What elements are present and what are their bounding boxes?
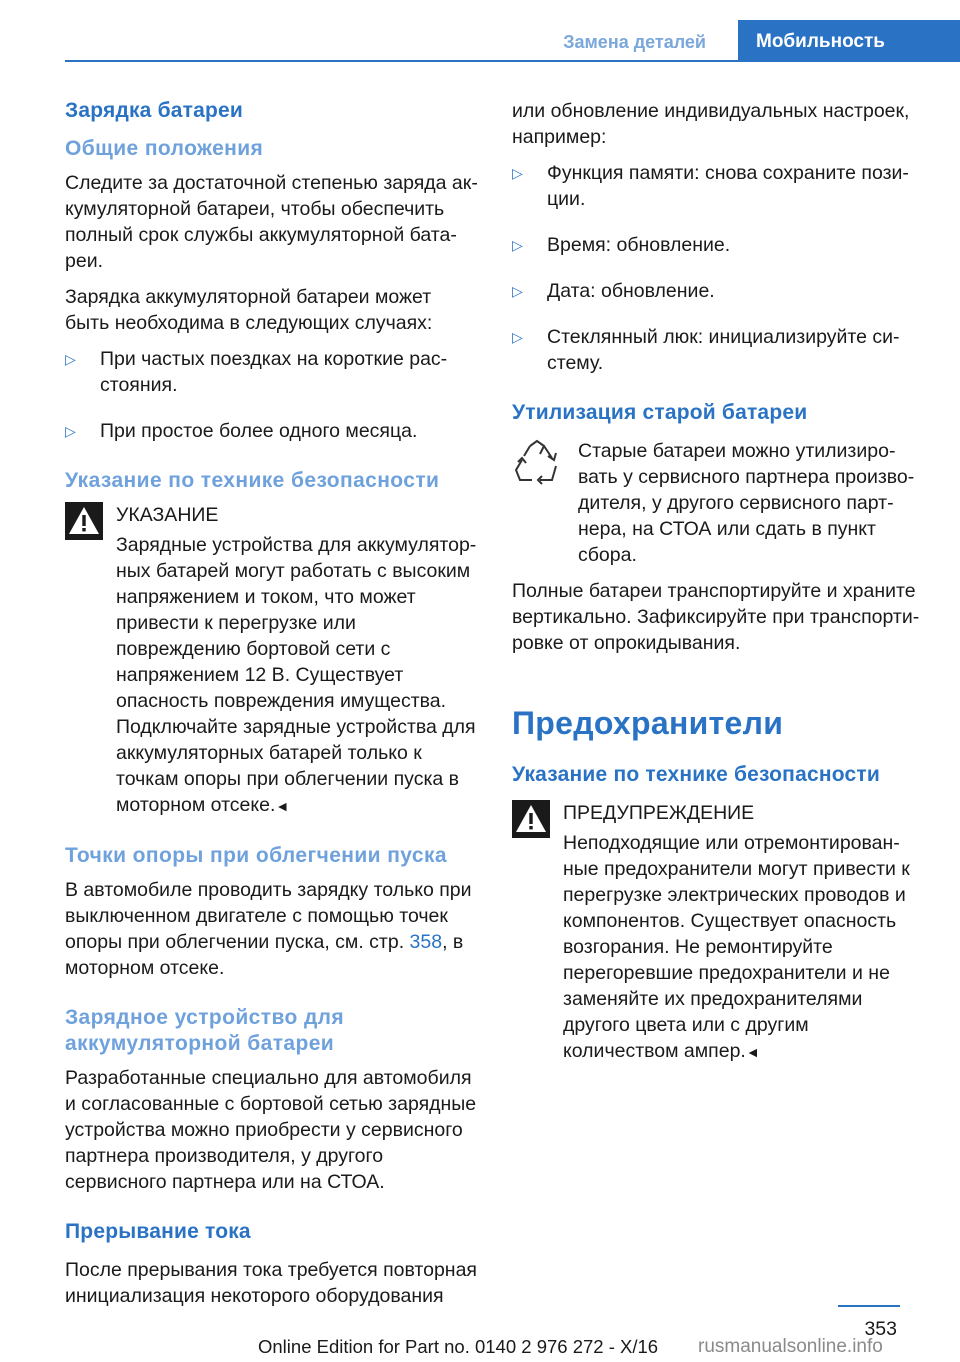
paragraph-disposal: Старые батареи можно утилизировать у сервисного партнера производителя, у другого сервисного партнера, на СТОА или сдать в пункт сбора. (578, 440, 915, 566)
list-item: ▷ Дата: обновление. (512, 280, 715, 302)
heading-jump-start-points: Точки опоры при облегчении пуска (65, 844, 447, 867)
heading-power-interruption: Прерывание тока (65, 1220, 251, 1243)
tab-section-replacing-parts[interactable]: Замена деталей (563, 32, 706, 52)
triangle-bullet-icon: ▷ (65, 423, 76, 439)
watermark: rusmanualsonline.info (698, 1336, 883, 1357)
paragraph-transport: Полные батареи транспортируйте и храните вертикально. Зафиксируйте при транспортировке от опрокидывания. (512, 580, 920, 654)
triangle-bullet-icon: ▷ (512, 329, 523, 345)
heading-general: Общие положения (65, 137, 264, 160)
warning-text: Неподходящие или отремонтированные предохранители могут привести к перегрузке электрических проводов и компонентов. Существует опасность возгорания. Не ремонтируйте перегоревшие предохранители и не заменяйте их предохранителями другого цвета или с другим количеством ампер.◄ (563, 832, 910, 1062)
list-item: ▷ При простое более одного месяца. (65, 420, 418, 442)
list-item: ▷ Время: обновление. (512, 234, 731, 256)
paragraph-jump-start: В автомобиле проводить зарядку только при выключенном двигателе с помощью точек опоры при облегчении пуска, см. стр. 358, в моторном отсеке. (65, 879, 472, 979)
list-item: ▷ Стеклянный люк: инициализируйте систему. (512, 326, 900, 374)
paragraph-general-1: Следите за достаточной степенью заряда аккумуляторной батареи, чтобы обеспечить полный срок службы аккумуляторной батареи. (65, 172, 478, 272)
heading-fuses: Предохранители (512, 705, 784, 741)
header-rule (65, 60, 960, 62)
paragraph-general-2: Зарядка аккумуляторной батареи может быть необходима в следующих случаях: (65, 286, 433, 334)
notice-block (65, 502, 479, 819)
notice-label: УКАЗАНИЕ (116, 504, 219, 526)
triangle-bullet-icon: ▷ (65, 351, 76, 367)
end-mark: ◄ (275, 798, 290, 814)
paragraph-power-interruption: После прерывания тока требуется повторная инициализация некоторого оборудования (65, 1259, 477, 1307)
notice-text: Зарядные устройства для аккумуляторных батарей могут работать с высоким напряжением и током, что может привести к перегрузке или повреждению бортовой сети с напряжением 12 В. Существует опасность повреждения имущества. Подключайте зарядные устройства для аккумуляторных батарей только к точкам опоры при облегчении пуска в моторном отсеке.◄ (116, 534, 477, 816)
heading-battery-charging: Зарядка батареи (65, 99, 244, 122)
paragraph-battery-charger: Разработанные специально для автомобиля и согласованные с бортовой сетью зарядные устройства можно приобрести у сервисного партнера производителя, у другого сервисного партнера или на СТОА. (65, 1067, 477, 1193)
heading-fuses-safety: Указание по технике безопасности (512, 763, 880, 786)
left-column (65, 98, 479, 1319)
triangle-bullet-icon: ▷ (512, 283, 523, 299)
footer-rule (838, 1305, 900, 1307)
right-column (512, 98, 924, 1075)
warning-triangle-icon (512, 800, 550, 838)
disposal-block (512, 438, 924, 568)
warning-triangle-icon (65, 502, 103, 540)
warning-block (512, 800, 924, 1065)
heading-battery-charger: Зарядное устройство для аккумуляторной батареи (65, 1006, 345, 1055)
list-item: ▷ При частых поездках на короткие расстояния. (65, 348, 448, 396)
reset-items-list (512, 160, 924, 376)
tab-chapter-mobility[interactable]: Мобильность (738, 20, 960, 62)
heading-safety-notice: Указание по технике безопасности (65, 469, 440, 492)
warning-label: ПРЕДУПРЕЖДЕНИЕ (563, 802, 755, 824)
end-mark: ◄ (745, 1044, 760, 1060)
triangle-bullet-icon: ▷ (512, 165, 523, 181)
page-number: 353 (864, 1318, 897, 1340)
charging-cases-list (65, 346, 479, 444)
triangle-bullet-icon: ▷ (512, 237, 523, 253)
page-reference-link[interactable]: 358 (409, 931, 443, 953)
recycle-icon (512, 438, 562, 490)
list-item: ▷ Функция памяти: снова сохраните позиции. (512, 162, 909, 210)
paragraph-continued: или обновление индивидуальных настроек, например: (512, 100, 910, 148)
heading-old-battery-disposal: Утилизация старой батареи (512, 401, 808, 424)
edition-text: Online Edition for Part no. 0140 2 976 272 - X/16 (258, 1336, 659, 1357)
